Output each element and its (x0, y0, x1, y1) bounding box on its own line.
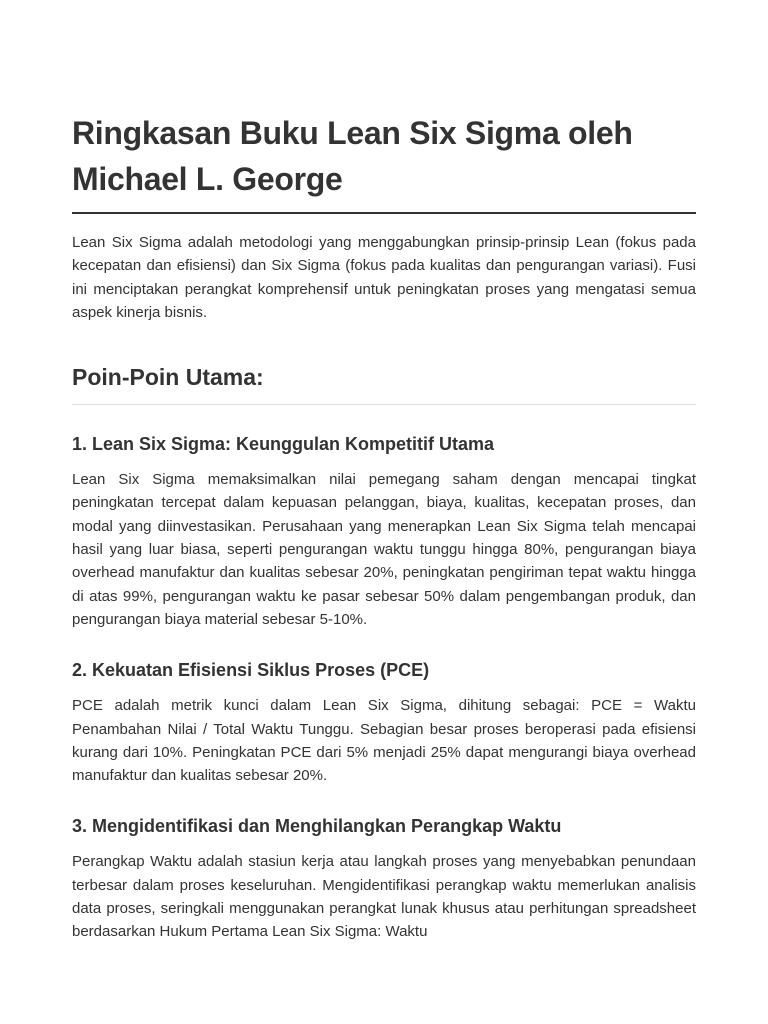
subsection-heading: 3. Mengidentifikasi dan Menghilangkan Perangkap Waktu (72, 816, 562, 837)
subsection-heading: 1. Lean Six Sigma: Keunggulan Kompetitif Utama (72, 434, 495, 455)
subsection-paragraph: Perangkap Waktu adalah stasiun kerja atau langkah proses yang menyebabkan penundaan terbesar dalam proses keseluruhan. Mengidentifikasi perangkap waktu memerlukan analisis data proses, seringkali menggunakan perangkat lunak khusus atau perhitungan spreadsheet berdasarkan Hukum Pertama Lean Six Sigma: Waktu (72, 853, 696, 941)
subsection-3 (72, 814, 696, 943)
document-page (72, 110, 696, 971)
subsection-paragraph: PCE adalah metrik kunci dalam Lean Six Sigma, dihitung sebagai: PCE = Waktu Penambahan Nilai / Total Waktu Tunggu. Sebagian besar proses beroperasi pada efisiensi kurang dari 10%. Peningkatan PCE dari 5% menjadi 25% dapat mengurangi biaya overhead manufaktur dan kualitas sebesar 20%. (72, 697, 696, 785)
subsection-2 (72, 658, 696, 787)
subsection-heading: 2. Kekuatan Efisiensi Siklus Proses (PCE) (72, 660, 430, 681)
section-divider (72, 404, 696, 405)
intro-paragraph: Lean Six Sigma adalah metodologi yang menggabungkan prinsip-prinsip Lean (fokus pada kecepatan dan efisiensi) dan Six Sigma (fokus pada kualitas dan pengurangan variasi). Fusi ini menciptakan perangkat komprehensif untuk peningkatan proses yang mengatasi semua aspek kinerja bisnis. (72, 234, 696, 321)
title-divider (72, 212, 696, 214)
section-heading: Poin-Poin Utama: (72, 364, 264, 391)
subsection-paragraph: Lean Six Sigma memaksimalkan nilai pemegang saham dengan mencapai tingkat peningkatan tercepat dalam kepuasan pelanggan, biaya, kualitas, kecepatan proses, dan modal yang diinvestasikan. Perusahaan yang menerapkan Lean Six Sigma telah mencapai hasil yang luar biasa, seperti pengurangan waktu tunggu hingga 80%, pengurangan biaya overhead manufaktur dan kualitas sebesar 20%, peningkatan pengiriman tepat waktu hingga di atas 99%, pengurangan waktu ke pasar sebesar 50% dalam pengembangan produk, dan pengurangan biaya material sebesar 5-10%. (72, 471, 696, 628)
subsection-1 (72, 432, 696, 631)
document-title: Ringkasan Buku Lean Six Sigma oleh Michael L. George (72, 115, 633, 197)
